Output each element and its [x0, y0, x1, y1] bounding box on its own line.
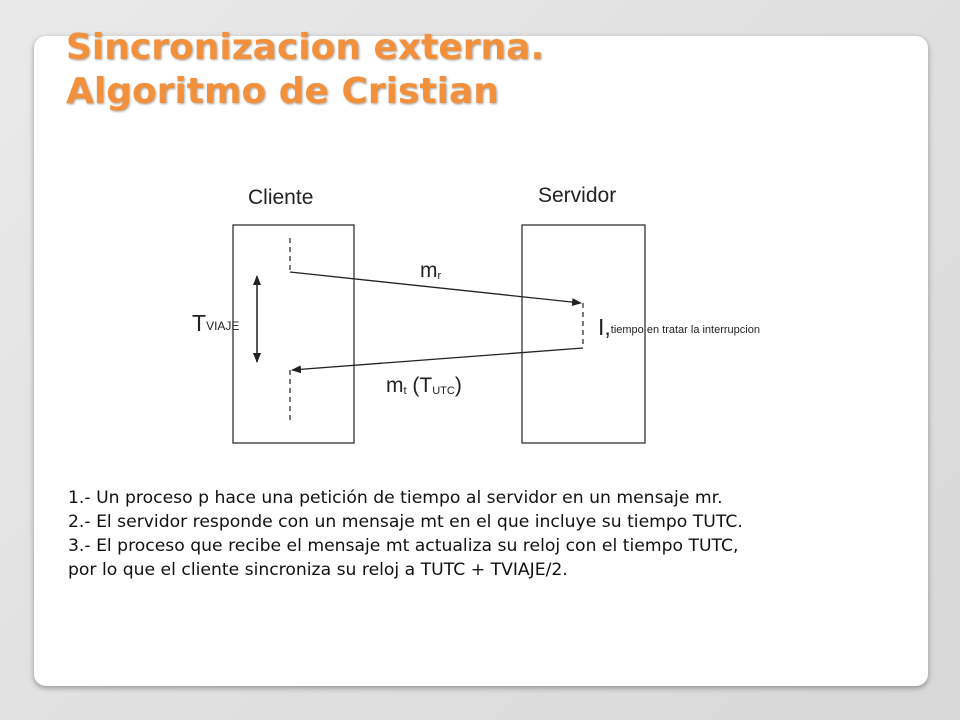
- travel-time-label: TVIAJE: [192, 310, 240, 336]
- step-3-continued: por lo que el cliente sincroniza su reloj a TUTC + TVIAJE/2.: [68, 560, 568, 580]
- server-label: Servidor: [538, 184, 617, 207]
- client-label: Cliente: [248, 186, 314, 209]
- steps-text: [68, 486, 928, 582]
- title-line-2: Algoritmo de Cristian: [66, 71, 499, 112]
- step-1: 1.- Un proceso p hace una petición de tiempo al servidor en un mensaje mr.: [68, 488, 723, 508]
- reply-label: mt (TUTC): [386, 374, 462, 397]
- interrupt-label: I,tiempo en tratar la interrupcion: [598, 314, 760, 340]
- reply-arrow: [292, 348, 583, 370]
- request-label: mr: [420, 259, 442, 282]
- title-line-1: Sincronizacion externa.: [66, 27, 545, 68]
- step-2: 2.- El servidor responde con un mensaje mt en el que incluye su tiempo TUTC.: [68, 512, 743, 532]
- step-3: 3.- El proceso que recibe el mensaje mt actualiza su reloj con el tiempo TUTC,: [68, 536, 739, 556]
- client-box: [233, 225, 354, 443]
